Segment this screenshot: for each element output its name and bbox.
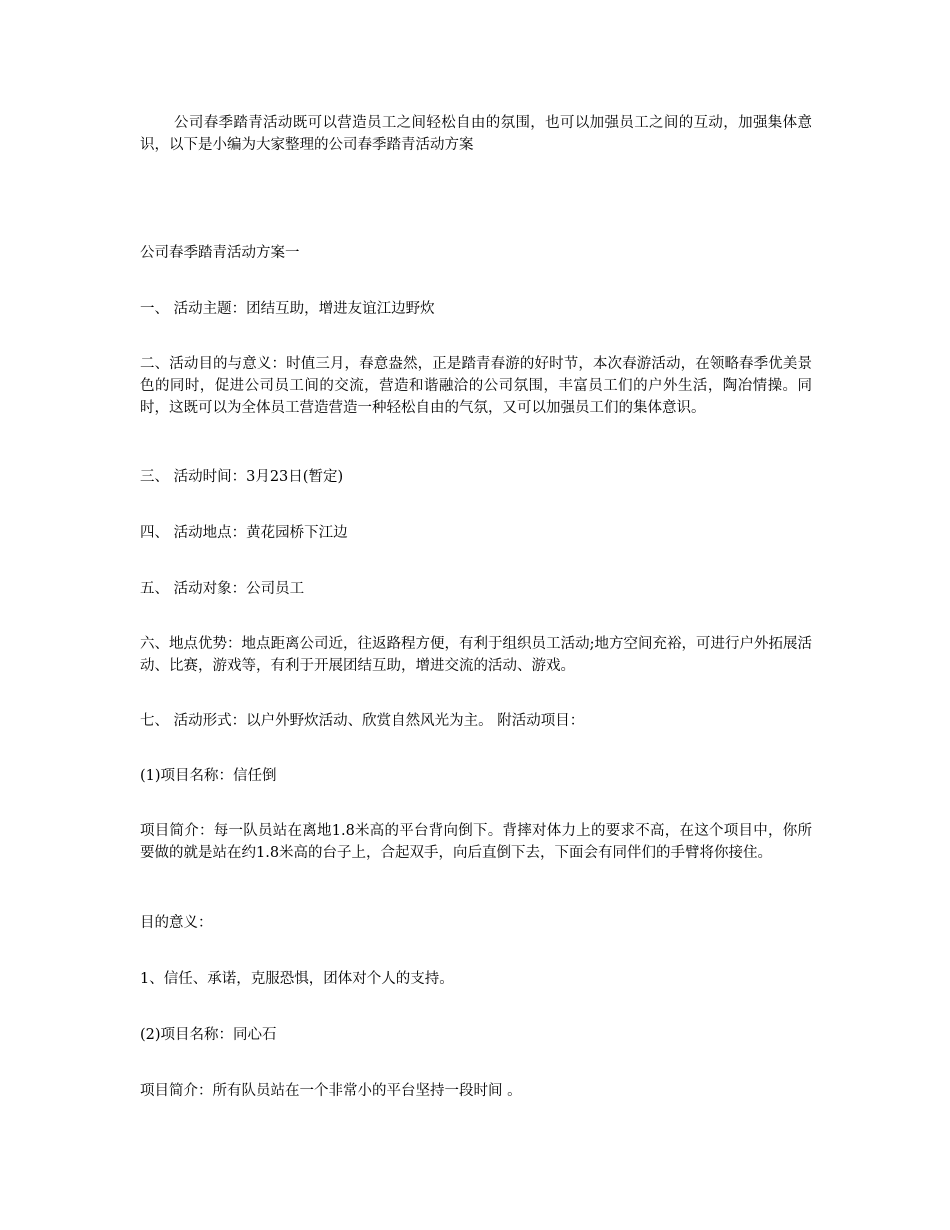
plan-title: 公司春季踏青活动方案一 — [140, 245, 300, 261]
section-location-advantage: 六、地点优势：地点距离公司近，往返路程方便，有利于组织员工活动;地方空间充裕，可进行户外拓展活动、比赛，游戏等，有利于开展团结互助，增进交流的活动、游戏。 — [140, 636, 812, 674]
project-2-name: (2)项目名称：同心石 — [140, 1027, 277, 1043]
section-time: 三、 活动时间：3月23日(暂定) — [140, 469, 344, 485]
project-1-purpose-item: 1、信任、承诺，克服恐惧，团体对个人的支持。 — [140, 971, 454, 987]
section-participants: 五、 活动对象：公司员工 — [140, 581, 305, 597]
project-1-name: (1)项目名称：信任倒 — [140, 768, 277, 784]
project-2-description: 项目简介：所有队员站在一个非常小的平台坚持一段时间 。 — [140, 1083, 522, 1099]
section-purpose: 二、活动目的与意义：时值三月，春意盎然，正是踏青春游的好时节，本次春游活动，在领略春季优美景色的同时，促进公司员工间的交流，营造和谐融洽的公司氛围，丰富员工们的户外生活，陶冶情操。同时，这既可以为全体员工营造营造一种轻松自由的气氛，又可以加强员工们的集体意识。 — [140, 356, 812, 416]
section-location: 四、 活动地点：黄花园桥下江边 — [140, 525, 348, 541]
project-1-description: 项目简介：每一队员站在离地1.8米高的平台背向倒下。背摔对体力上的要求不高，在这个项目中，你所要做的就是站在约1.8米高的台子上，合起双手，向后直倒下去，下面会有同伴们的手臂将你接住。 — [140, 823, 812, 861]
project-1-purpose-heading: 目的意义： — [140, 915, 213, 931]
section-theme: 一、 活动主题：团结互助，增进友谊江边野炊 — [140, 301, 435, 317]
section-activity-format: 七、 活动形式：以户外野炊活动、欣赏自然风光为主。 附活动项目： — [140, 713, 585, 729]
intro-paragraph: 公司春季踏青活动既可以营造员工之间轻松自由的氛围，也可以加强员工之间的互动，加强集体意识，以下是小编为大家整理的公司春季踏青活动方案 — [140, 115, 812, 153]
